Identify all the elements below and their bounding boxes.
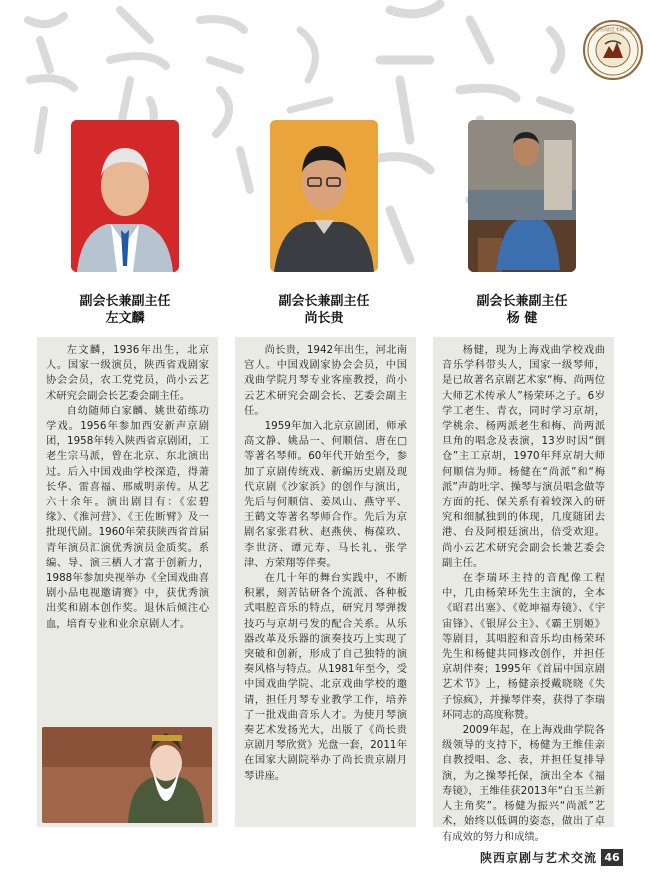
member-title: 副会长兼副主任	[278, 294, 370, 309]
member-caption-2	[229, 293, 419, 327]
bio-paragraph: 2009年起，在上海戏曲学院各级领导的支持下，杨健为王维佳亲自教授唱、念、表，并担任复排导演，为之操琴托保，演出全本《福寿镜》，王维佳获2013年“白玉兰新人主角奖”。杨健为振兴“尚派”艺术，始终以低调的姿态，做出了卓有成效的努力和成绩。	[442, 724, 605, 843]
member-title: 副会长兼副主任	[79, 294, 171, 309]
opera-performance-photo	[42, 727, 212, 823]
seal-graphic	[585, 22, 641, 78]
bio-paragraph: 左文麟，1936年出生，北京人。国家一级演员，陕西省戏剧家协会会员，农工党党员，尚小云艺术研究会副会长艺委会副主任。	[46, 344, 209, 402]
bio-paragraph: 杨健，现为上海戏曲学校戏曲音乐学科带头人，国家一级琴师，是已故著名京剧艺术家“梅、尚两位大师艺术传承人”杨荣环之子。6岁学工老生、青衣，同时学习京胡，学桃余、杨两派老生和梅、尚两派旦角的唱念及表演，13岁时因“倒仓”主工京胡，1970年拜京胡大师何顺信为师。杨健在“尚派”和“梅派”声韵吐字、操琴与演员唱念做等方面的托、保关系有着较深入的研究和细腻独到的体现，几度随团去港、台及阿根廷演出，倍受欢迎。尚小云艺术研究会副会长兼艺委会副主任。	[442, 344, 605, 569]
bio-paragraph: 在李瑞环主持的音配像工程中，几由杨荣环先生主演的，全本《昭君出塞》、《乾坤福寿镜》、《宇宙锋》、《银屏公主》、《霸王别姬》等剧目，其唱腔和音乐均由杨荣环先生和杨健共同修改创作，并担任京胡伴奏；1995年《首届中国京剧艺术节》上，杨健亲授戴晓晓《失子惊疯》，并操琴伴奏，获得了李瑞环同志的高度称赞。	[442, 572, 605, 721]
portrait-yang-jian-art	[468, 120, 576, 272]
page-number: 46	[601, 849, 623, 866]
bio-paragraph: 尚长贵，1942年出生，河北南宫人。中国戏剧家协会会员，中国戏曲学院月琴专业客座教授，尚小云艺术研究会副会长、艺委会副主任。	[244, 344, 407, 417]
association-seal-logo	[583, 20, 643, 80]
portrait-shang-changgui	[270, 120, 378, 272]
opera-photo-art	[42, 727, 212, 823]
portrait-zuo-wenlin	[71, 120, 179, 272]
portrait-shang-changgui-art	[270, 120, 378, 272]
member-caption-3	[427, 293, 617, 327]
member-name: 尚长贵	[304, 311, 344, 326]
bio-paragraph: 在几十年的舞台实践中，不断积累，刻苦钻研各个流派、各种板式唱腔音乐的特点，研究月琴弹拨技巧与京胡弓发的配合关系。从乐器改革及乐器的演奏技巧上实现了突破和创新，形成了自己独特的演奏风格与特点。从1981年至今，受中国戏曲学院、北京戏曲学校的邀请，担任月琴专业教学工作，培养了一批戏曲音乐人才。为使月琴演奏艺术发扬光大，出版了《尚长贵京剧月琴欣赏》光盘一套，2011年在国家大剧院举办了尚长贵京剧月琴讲座。	[244, 572, 407, 782]
member-name: 左文麟	[105, 311, 145, 326]
member-title: 副会长兼副主任	[476, 294, 568, 309]
svg-text:陕西京剧艺术研究会: 陕西京剧艺术研究会	[592, 28, 634, 33]
member-name: 杨 健	[506, 311, 538, 326]
portrait-yang-jian	[468, 120, 576, 272]
bio-panel-shang-changgui	[235, 337, 416, 827]
portrait-zuo-wenlin-art	[71, 120, 179, 272]
member-caption-1	[30, 293, 220, 327]
bio-paragraph: 1959年加入北京京剧团，师承高文静、姚品一、何顺信、唐在□等著名琴师。60年代开始至今，参加了京剧传统戏、新编历史剧及现代京剧《沙家浜》的创作与演出，先后与何顺信、姜凤山、燕守平、王鹤文等著名琴师合作。先后为京剧名家张君秋、赵燕侠、梅葆玖、李世济、谭元寿、马长礼、张学津、方荣翔等伴奏。	[244, 420, 407, 569]
bio-paragraph: 自幼随师白家麟、姚世茹练功学戏。1956年参加西安新声京剧团，1958年转入陕西省京剧团，工老生宗马派，曾在北京、东北演出过。后入中国戏曲学校深造，得萧长华、雷喜福、邢威明亲传。从艺六十余年。演出剧目有：《宏碧缘》、《淮河营》、《王佐断臂》及一批现代剧。1960年荣获陕西省首届青年演员汇演优秀演员金质奖。系编、导、演三栖人才富于创新力，1988年参加央视举办《全国戏曲喜剧小品电视邀请赛》中，获优秀演出奖和剧本创作奖。退休后倾注心血，培育专业和业余京剧人才。	[46, 404, 209, 630]
bio-panel-yang-jian	[433, 337, 614, 843]
page-footer	[470, 849, 645, 867]
publication-title: 陕西京剧与艺术交流	[479, 851, 597, 865]
